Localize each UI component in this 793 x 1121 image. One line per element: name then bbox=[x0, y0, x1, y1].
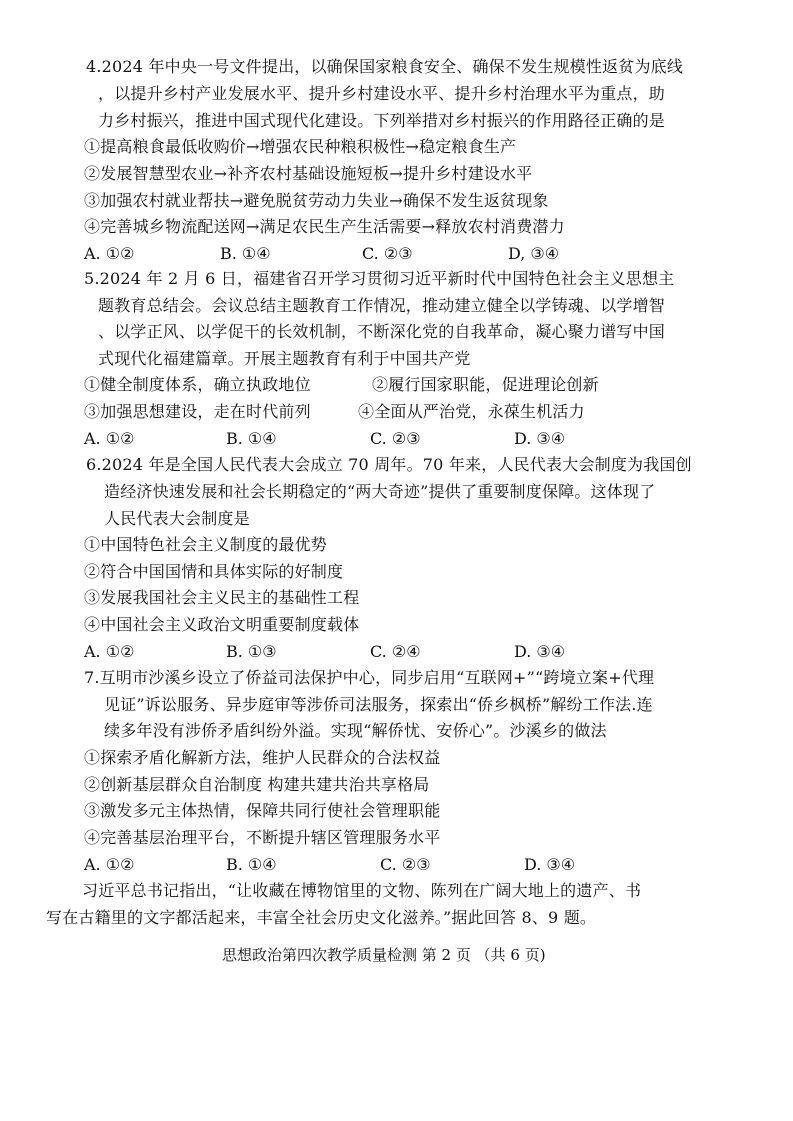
option-c: C. ②③ bbox=[380, 855, 431, 874]
option-b: B. ①④ bbox=[226, 429, 277, 448]
intro-line-2: 写在古籍里的文字都活起来，丰富全社会历史文化滋养。”据此回答 8、9 题。 bbox=[46, 908, 597, 927]
question-5-stem-line-3: 、以学正风、以学促干的长效机制，不断深化党的自我革命，凝心聚力谱写中国 bbox=[98, 322, 666, 341]
question-4-statement-4: ④完善城乡物流配送网→满足农民生产生活需要→释放农村消费潜力 bbox=[84, 217, 565, 236]
question-6-statement-2: ②符合中国国情和具体实际的好制度 bbox=[84, 562, 344, 581]
question-4-statement-3: ③加强农村就业帮扶→避免脱贫劳动力失业→确保不发生返贫现象 bbox=[84, 191, 549, 210]
question-4-stem-line-3: 力乡村振兴，推进中国式现代化建设。下列举措对乡村振兴的作用路径正确的是 bbox=[98, 111, 666, 130]
question-7-stem-line-1: 7.互明市沙溪乡设立了侨益司法保护中心，同步启用“互联网+”“跨境立案+代理 bbox=[84, 668, 655, 687]
question-5-statement-1: ①健全制度体系，确立执政地位 bbox=[84, 375, 311, 394]
question-7-options bbox=[84, 854, 684, 876]
question-6-stem-line-1: 6.2024 年是全国人民代表大会成立 70 周年。70 年来，人民代表大会制度为我国创 bbox=[86, 455, 692, 474]
question-7-stem-line-2: 见证”诉讼服务、异步庭审等涉侨司法服务，探索出“侨乡枫桥”解纷工作法.连 bbox=[104, 695, 653, 714]
option-a: A. ①② bbox=[84, 429, 135, 448]
question-4-statement-2: ②发展智慧型农业→补齐农村基础设施短板→提升乡村建设水平 bbox=[84, 164, 533, 183]
option-d: D, ③④ bbox=[508, 244, 560, 263]
question-4-stem-line-2: ，以提升乡村产业发展水平、提升乡村建设水平、提升乡村治理水平为重点，助 bbox=[98, 84, 666, 103]
question-4-stem-line-1: 4.2024 年中央一号文件提出，以确保国家粮食安全、确保不发生规模性返贫为底线 bbox=[86, 57, 684, 76]
question-5-stem-line-4: 式现代化福建篇章。开展主题教育有利于中国共产党 bbox=[98, 349, 471, 368]
question-5-statement-2: ②履行国家职能，促进理论创新 bbox=[372, 375, 599, 394]
question-7-stem-line-3: 续多年没有涉侨矛盾纠纷外溢。实现“解侨忧、安侨心”。沙溪乡的做法 bbox=[104, 721, 607, 740]
question-6-statement-3: ③发展我国社会主义民主的基础性工程 bbox=[84, 588, 360, 607]
option-c: C. ②③ bbox=[370, 429, 421, 448]
question-6-stem-line-2: 造经济快速发展和社会长期稳定的“两大奇迹”提供了重要制度保障。这体现了 bbox=[104, 482, 656, 501]
intro-line-1: 习近平总书记指出，“让收藏在博物馆里的文物、陈列在广阔大地上的遗产、书 bbox=[82, 881, 642, 900]
question-5-statement-4: ④全面从严治党，永葆生机活力 bbox=[358, 402, 585, 421]
option-c: C. ②④ bbox=[370, 642, 421, 661]
question-5-options bbox=[84, 428, 684, 450]
question-6-statement-4: ④中国社会主义政治文明重要制度载体 bbox=[84, 615, 360, 634]
question-6-stem-line-3: 人民代表大会制度是 bbox=[104, 509, 250, 528]
question-5-stem-line-1: 5.2024 年 2 月 6 日，福建省召开学习贯彻习近平新时代中国特色社会主义思想主 bbox=[84, 269, 675, 288]
question-7-statement-3: ③激发多元主体热情，保障共同行使社会管理职能 bbox=[84, 801, 441, 820]
option-b: B. ①④ bbox=[226, 855, 277, 874]
question-6-options bbox=[84, 641, 684, 663]
option-d: D. ③④ bbox=[514, 642, 566, 661]
option-b: B. ①④ bbox=[220, 244, 271, 263]
question-6-statement-1: ①中国特色社会主义制度的最优势 bbox=[84, 535, 328, 554]
question-5-statement-3: ③加强思想建设，走在时代前列 bbox=[84, 402, 311, 421]
question-7-statement-2: ②创新基层群众自治制度 构建共建共治共享格局 bbox=[84, 775, 430, 794]
option-d: D. ③④ bbox=[514, 429, 566, 448]
option-a: A. ①② bbox=[84, 855, 135, 874]
question-4-options bbox=[84, 243, 684, 265]
question-5-stem-line-2: 题教育总结会。会议总结主题教育工作情况，推动建立健全以学铸魂、以学增智 bbox=[98, 296, 666, 315]
question-7-statement-4: ④完善基层治理平台，不断提升辖区管理服务水平 bbox=[84, 828, 441, 847]
page-footer: 思想政治第四次教学质量检测 第 2 页 （共 6 页) bbox=[222, 946, 546, 964]
option-d: D. ③④ bbox=[524, 855, 576, 874]
option-a: A. ①② bbox=[84, 642, 135, 661]
option-b: B. ①③ bbox=[226, 642, 277, 661]
option-a: A. ①② bbox=[84, 244, 135, 263]
question-4-statement-1: ①提高粮食最低收购价→增强农民种粮积极性→稳定粮食生产 bbox=[84, 137, 517, 156]
question-7-statement-1: ①探索矛盾化解新方法，维护人民群众的合法权益 bbox=[84, 748, 441, 767]
option-c: C. ②③ bbox=[362, 244, 413, 263]
